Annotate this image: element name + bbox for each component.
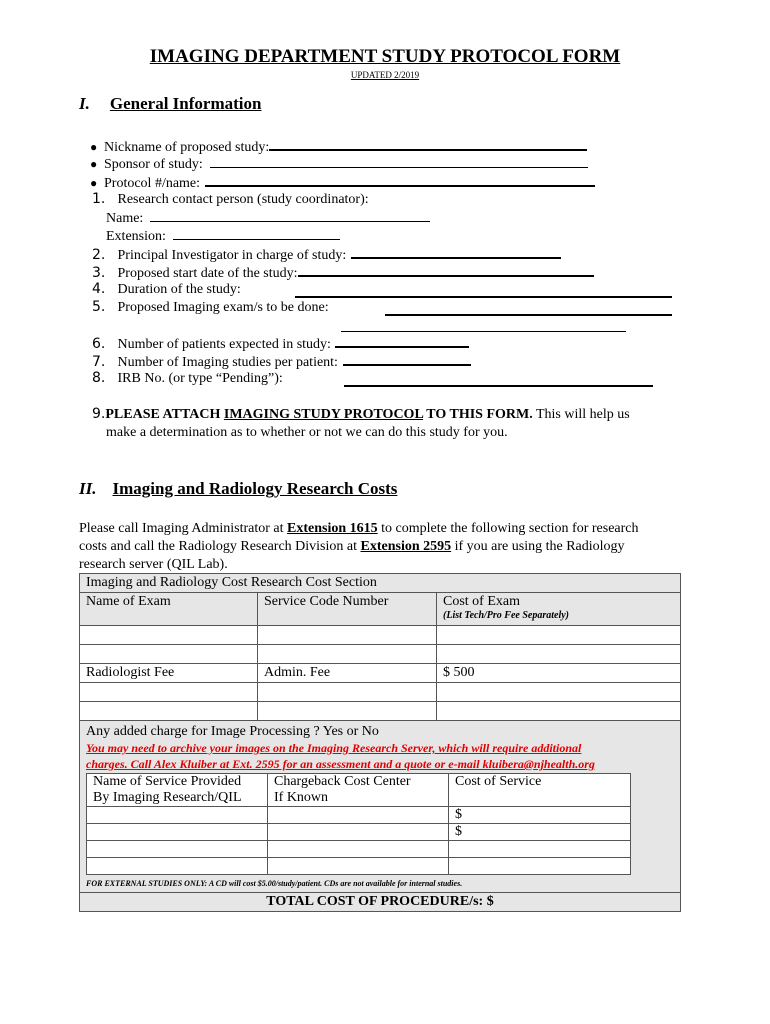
item-2-label: Principal Investigator in charge of study: <box>117 248 347 263</box>
table-cell[interactable] <box>437 683 681 702</box>
table-row <box>80 664 681 683</box>
item-number: 7. <box>92 354 106 370</box>
archive-note-line-2: charges. Call Alex Kluiber at Ext. 2595 for an assessment and a quote or e-mail kluibera@njhealth.org <box>86 757 595 771</box>
section-1-title: General Information <box>109 94 262 113</box>
item-8-label: IRB No. (or type “Pending”): <box>117 371 283 386</box>
section-2-intro <box>79 520 699 574</box>
item-number: 2. <box>92 247 106 263</box>
table-cell[interactable] <box>258 702 437 721</box>
table-row <box>80 702 681 721</box>
extension-field[interactable] <box>173 227 340 240</box>
name-label: Name: <box>106 211 144 226</box>
item-number: 3. <box>92 265 106 281</box>
table-cell[interactable] <box>80 702 258 721</box>
item-number: 1. <box>92 191 106 207</box>
bullet-icon: ● <box>90 140 98 154</box>
cost-center-label-2: If Known <box>274 790 329 805</box>
table-cell[interactable] <box>268 858 449 875</box>
item-1-label: Research contact person (study coordinator): <box>117 192 369 207</box>
item-6 <box>92 334 469 353</box>
table-row <box>87 858 631 875</box>
table-cell[interactable] <box>437 626 681 645</box>
nickname-label: Nickname of proposed study: <box>104 140 270 155</box>
table-row <box>87 807 631 824</box>
contact-name-row <box>106 209 430 227</box>
table-cell[interactable] <box>449 858 631 875</box>
studies-per-patient-field[interactable] <box>343 352 471 366</box>
table-cell[interactable] <box>268 841 449 858</box>
item-3 <box>92 263 594 282</box>
section-1-number: I. <box>79 94 90 113</box>
section-2-heading <box>79 479 397 499</box>
cost-of-exam-note: (List Tech/Pro Fee Separately) <box>443 610 569 621</box>
table-row <box>80 574 681 593</box>
table-row <box>80 626 681 645</box>
section-1-heading <box>79 94 261 114</box>
table-cell[interactable] <box>437 645 681 664</box>
table-cell[interactable] <box>258 683 437 702</box>
attach-instruction: PLEASE ATTACH <box>105 407 224 422</box>
col-service-name <box>87 774 268 807</box>
service-name-label-2: By Imaging Research/QIL <box>93 790 242 805</box>
table-cell[interactable] <box>80 626 258 645</box>
item-1 <box>92 191 369 208</box>
item-number: 9. <box>92 406 106 422</box>
col-cost-of-exam <box>437 593 681 626</box>
cost-of-exam-label: Cost of Exam <box>443 594 520 609</box>
table-row <box>87 841 631 858</box>
table-cell[interactable] <box>87 858 268 875</box>
item-number: 8. <box>92 370 106 386</box>
item-5 <box>92 299 329 316</box>
intro-text: research server (QIL Lab). <box>79 557 228 572</box>
help-text: This will help us <box>532 407 630 422</box>
table-header-row <box>80 593 681 626</box>
cost-table <box>79 573 681 912</box>
cost-center-label: Chargeback Cost Center <box>274 774 411 789</box>
protocol-field[interactable] <box>205 173 595 187</box>
attach-instruction-end: TO THIS FORM. <box>423 407 533 422</box>
bullet-icon: ● <box>90 176 98 190</box>
radiologist-fee-label: Radiologist Fee <box>80 664 258 683</box>
duration-field[interactable] <box>295 284 672 298</box>
intro-text: if you are using the Radiology <box>451 539 625 554</box>
imaging-exams-field-2[interactable] <box>341 319 626 332</box>
protocol-label: Protocol #/name: <box>104 176 201 191</box>
table-cell[interactable] <box>449 841 631 858</box>
protocol-row <box>90 173 595 192</box>
extension-2595: Extension 2595 <box>360 539 452 554</box>
fee-amount: $ 500 <box>437 664 681 683</box>
form-title: IMAGING DEPARTMENT STUDY PROTOCOL FORM <box>149 46 621 67</box>
image-processing-section <box>80 721 681 893</box>
sponsor-label: Sponsor of study: <box>104 157 203 172</box>
service-name-label: Name of Service Provided <box>93 774 242 789</box>
principal-investigator-field[interactable] <box>351 245 561 259</box>
imaging-study-protocol: IMAGING STUDY PROTOCOL <box>223 407 424 422</box>
service-table <box>86 773 631 875</box>
admin-fee-label: Admin. Fee <box>258 664 437 683</box>
extension-row <box>106 227 340 245</box>
item-9 <box>92 406 630 423</box>
item-6-label: Number of patients expected in study: <box>117 337 331 352</box>
extension-label: Extension: <box>106 229 166 244</box>
col-name-of-exam: Name of Exam <box>80 593 258 626</box>
table-cell[interactable] <box>87 841 268 858</box>
imaging-exams-field[interactable] <box>385 302 672 316</box>
dollar-cell[interactable]: $ <box>449 824 631 841</box>
sponsor-row <box>90 155 588 173</box>
table-cell[interactable] <box>268 807 449 824</box>
item-8 <box>92 370 283 387</box>
intro-text: costs and call the Radiology Research Division at <box>79 539 361 554</box>
image-processing-cell <box>80 721 681 893</box>
section-2-number: II. <box>79 479 97 498</box>
table-cell[interactable] <box>258 645 437 664</box>
col-cost-center <box>268 774 449 807</box>
archive-note-line-1: You may need to archive your images on the Imaging Research Server, which will require additional <box>86 741 582 755</box>
table-cell[interactable] <box>87 807 268 824</box>
table-cell[interactable] <box>80 683 258 702</box>
col-cost-of-service: Cost of Service <box>449 774 631 807</box>
item-2 <box>92 245 561 264</box>
item-7 <box>92 352 471 371</box>
item-number: 4. <box>92 281 106 297</box>
item-number: 5. <box>92 299 106 315</box>
table-cell[interactable] <box>258 626 437 645</box>
table-cell[interactable] <box>268 824 449 841</box>
nickname-row <box>90 137 587 156</box>
cost-section-header: Imaging and Radiology Cost Research Cost Section <box>80 574 681 593</box>
col-service-code: Service Code Number <box>258 593 437 626</box>
table-cell[interactable] <box>87 824 268 841</box>
section-2-title: Imaging and Radiology Research Costs <box>112 479 398 498</box>
item-3-label: Proposed start date of the study: <box>117 266 298 281</box>
processing-question: Any added charge for Image Processing ? Yes or No <box>86 724 379 739</box>
sponsor-field[interactable] <box>210 155 588 168</box>
bullet-icon: ● <box>90 157 98 171</box>
item-7-label: Number of Imaging studies per patient: <box>117 355 338 370</box>
external-studies-note: FOR EXTERNAL STUDIES ONLY: A CD will cost $5.00/study/patient. CDs are not available for internal studies. <box>86 879 463 888</box>
updated-date: UPDATED 2/2019 <box>350 70 420 80</box>
item-number: 6. <box>92 336 106 352</box>
nickname-field[interactable] <box>269 137 587 151</box>
table-row <box>80 645 681 664</box>
patients-expected-field[interactable] <box>335 334 469 348</box>
item-5-label: Proposed Imaging exam/s to be done: <box>117 300 329 315</box>
intro-text: Please call Imaging Administrator at <box>79 521 288 536</box>
intro-text: to complete the following section for research <box>377 521 639 536</box>
dollar-cell[interactable]: $ <box>449 807 631 824</box>
service-header-row <box>87 774 631 807</box>
item-9-continued: make a determination as to whether or not we can do this study for you. <box>106 425 508 440</box>
irb-number-field[interactable] <box>344 373 653 387</box>
contact-name-field[interactable] <box>150 209 430 222</box>
table-row <box>80 683 681 702</box>
table-cell[interactable] <box>437 702 681 721</box>
start-date-field[interactable] <box>298 263 594 277</box>
extension-1615: Extension 1615 <box>287 521 378 536</box>
table-row <box>87 824 631 841</box>
total-cost: TOTAL COST OF PROCEDURE/s: $ <box>80 893 681 912</box>
table-cell[interactable] <box>80 645 258 664</box>
item-4 <box>92 281 241 298</box>
item-4-label: Duration of the study: <box>117 282 241 297</box>
total-row <box>80 893 681 912</box>
